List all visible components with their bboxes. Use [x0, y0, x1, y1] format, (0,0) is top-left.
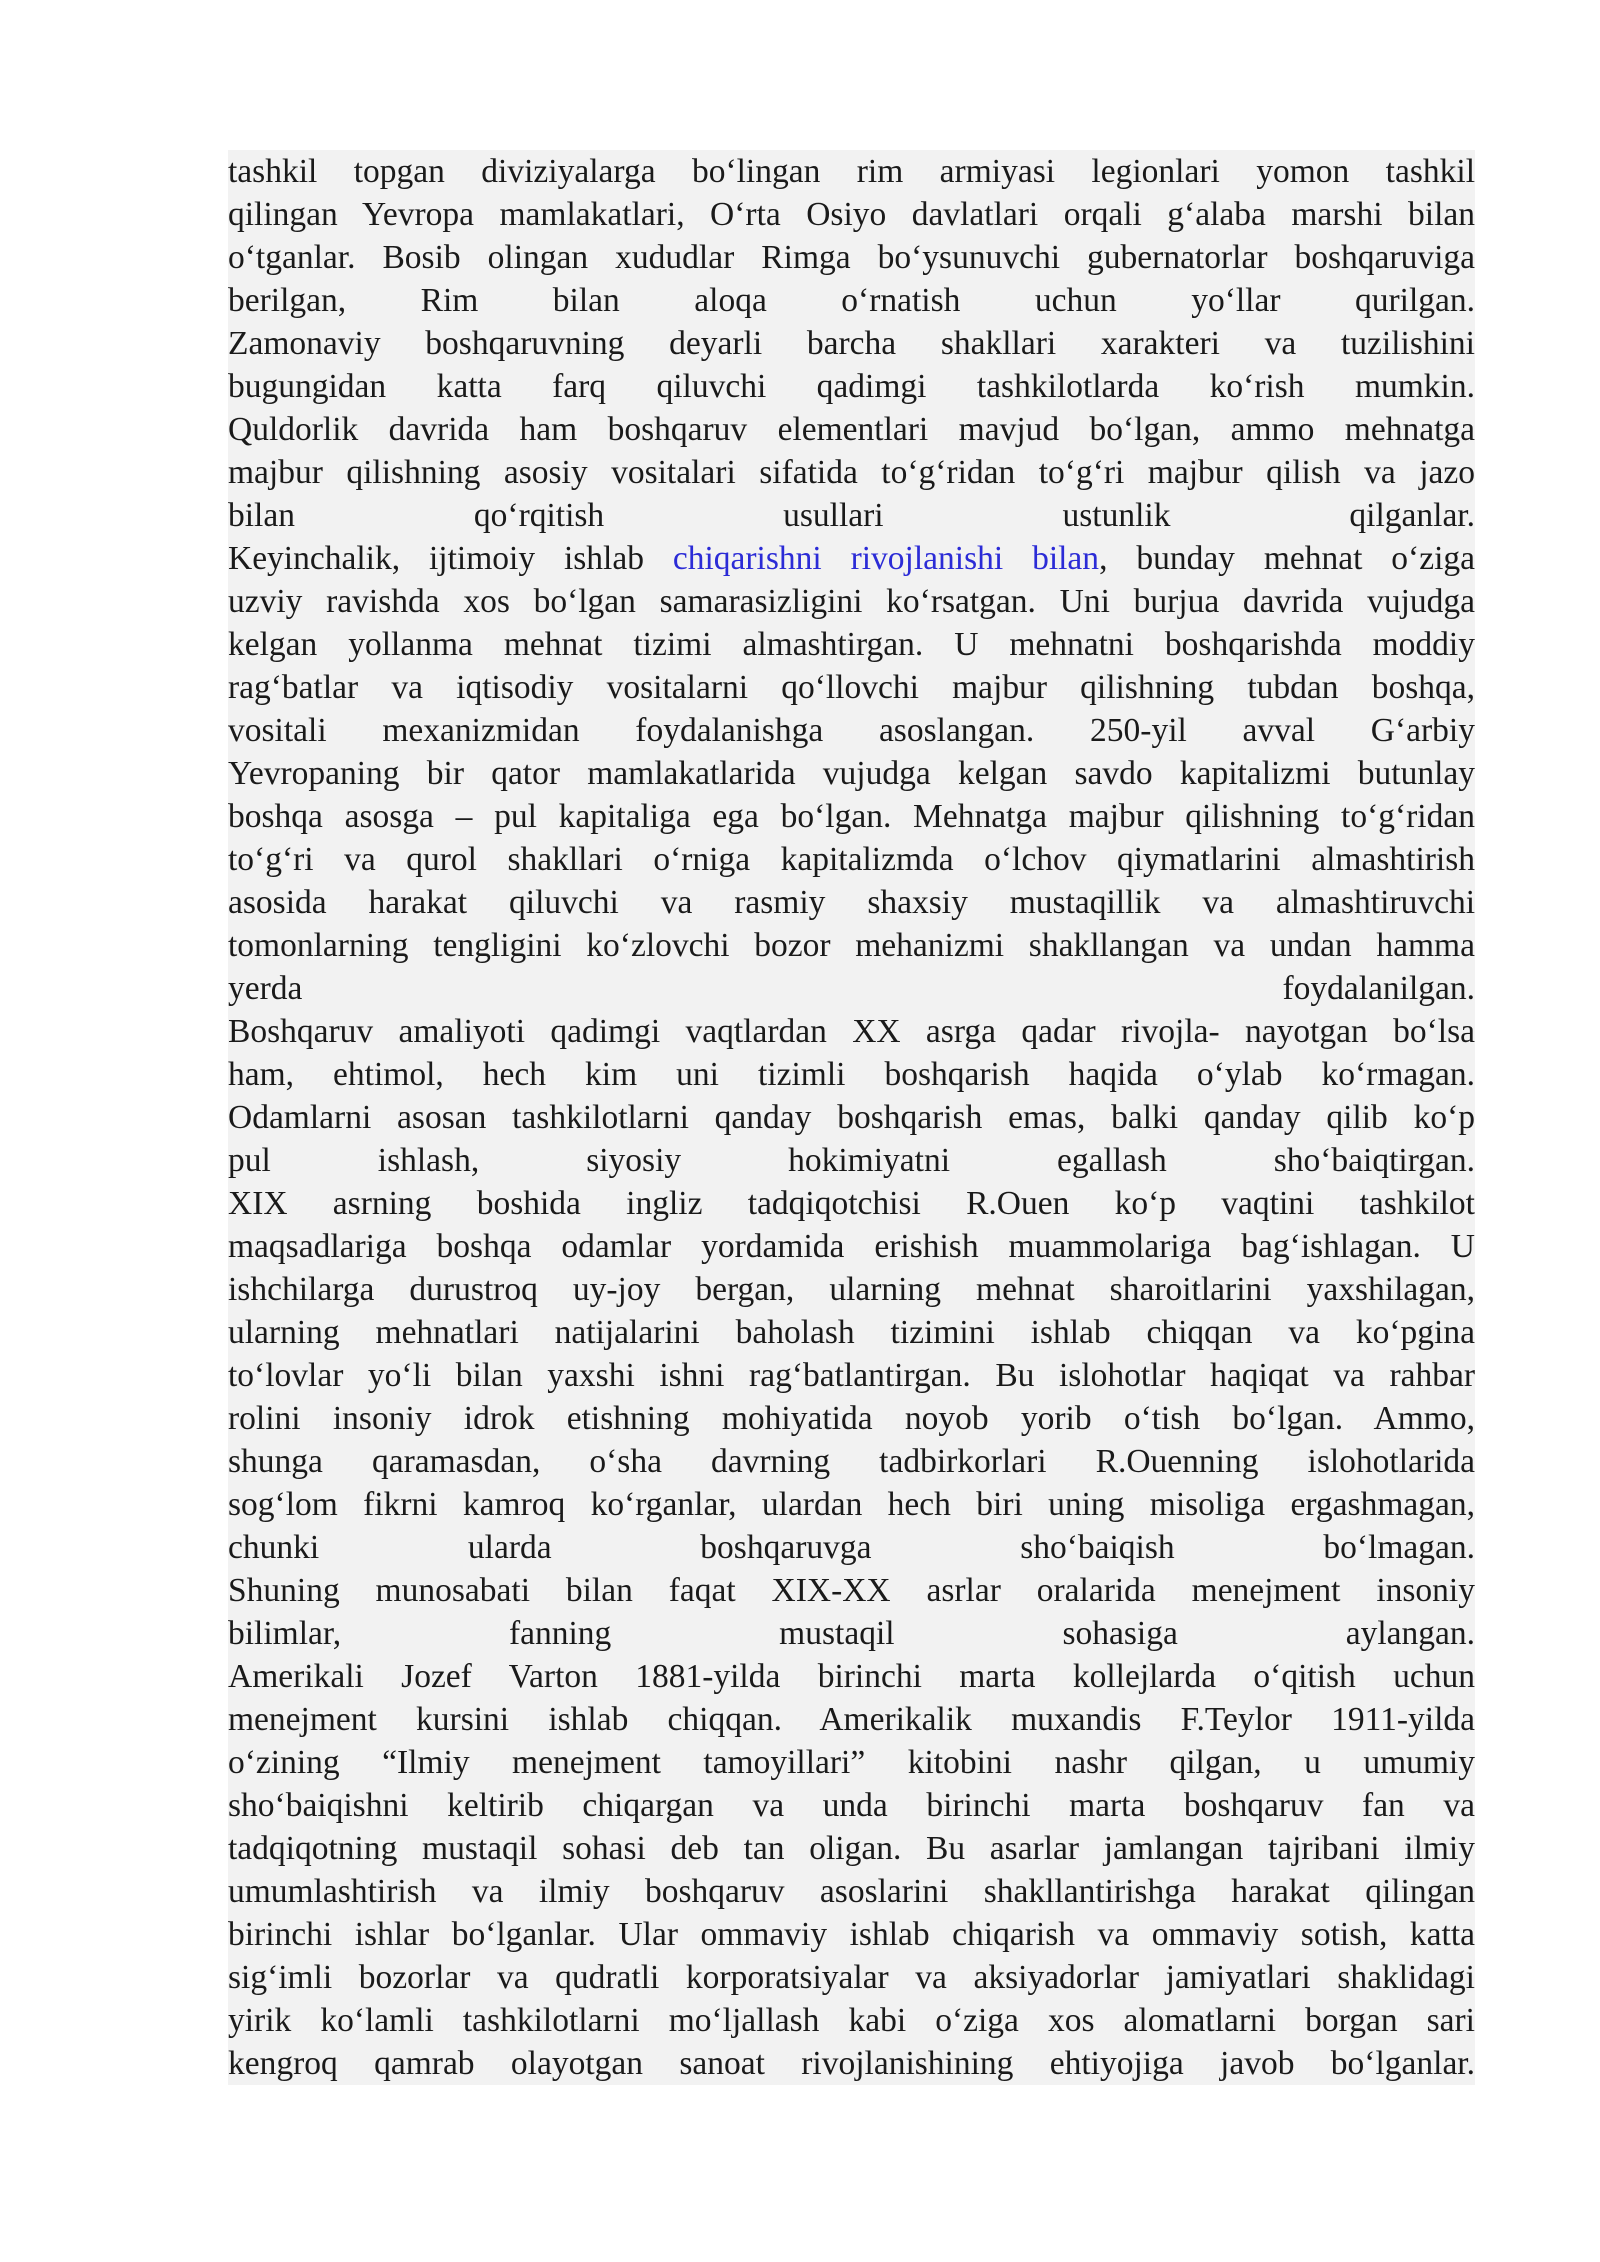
- text-line: tomonlarning tengligini koʻzlovchi bozor mehanizmi shakllangan va undan hamma: [228, 927, 1475, 964]
- text-line: Odamlarni asosan tashkilotlarni qanday boshqarish emas, balki qanday qilib koʻp: [228, 1099, 1475, 1136]
- text-line: majbur qilishning asosiy vositalari sifatida toʻgʻridan toʻgʻri majbur qilish va jazo: [228, 454, 1475, 491]
- text-line: kelgan yollanma mehnat tizimi almashtirgan. U mehnatni boshqarishda moddiy: [228, 626, 1475, 663]
- line-text-after-link: , bunday mehnat oʻziga: [1099, 540, 1475, 577]
- text-line: qilingan Yevropa mamlakatlari, Oʻrta Osiyo davlatlari orqali gʻalaba marshi bilan: [228, 196, 1475, 233]
- text-line: tashkil topgan diviziyalarga boʻlingan rim armiyasi legionlari yomon tashkil: [228, 153, 1475, 190]
- text-line: ishchilarga durustroq uy-joy bergan, ularning mehnat sharoitlarini yaxshilagan,: [228, 1271, 1475, 1308]
- text-line: Quldorlik davrida ham boshqaruv elementlari mavjud boʻlgan, ammo mehnatga: [228, 411, 1475, 448]
- text-line: Zamonaviy boshqaruvning deyarli barcha shakllari xarakteri va tuzilishini: [228, 325, 1475, 362]
- inline-link[interactable]: chiqarishni rivojlanishi bilan: [672, 540, 1100, 577]
- text-line: berilgan, Rim bilan aloqa oʻrnatish uchun yoʻllar qurilgan.: [228, 282, 1475, 319]
- text-line: birinchi ishlar boʻlganlar. Ular ommaviy ishlab chiqarish va ommaviy sotish, katta: [228, 1916, 1475, 1953]
- text-line: toʻgʻri va qurol shakllari oʻrniga kapitalizmda oʻlchov qiymatlarini almashtirish: [228, 841, 1475, 878]
- text-line: XIX asrning boshida ingliz tadqiqotchisi R.Ouen koʻp vaqtini tashkilot: [228, 1185, 1475, 1222]
- text-line: Boshqaruv amaliyoti qadimgi vaqtlardan XX asrga qadar rivojla- nayotgan boʻlsa: [228, 1013, 1475, 1050]
- text-line: vositali mexanizmidan foydalanishga asoslangan. 250-yil avval Gʻarbiy: [228, 712, 1475, 749]
- text-line: bugungidan katta farq qiluvchi qadimgi tashkilotlarda koʻrish mumkin.: [228, 368, 1475, 405]
- text-line: chunki ularda boshqaruvga shoʻbaiqish boʻlmagan.: [228, 1529, 1475, 1566]
- text-line: shunga qaramasdan, oʻsha davrning tadbirkorlari R.Ouenning islohotlarida: [228, 1443, 1475, 1480]
- text-line: Amerikali Jozef Varton 1881-yilda birinchi marta kollejlarda oʻqitish uchun: [228, 1658, 1475, 1695]
- text-line: yerda foydalanilgan.: [228, 970, 1475, 1007]
- text-line: kengroq qamrab olayotgan sanoat rivojlanishining ehtiyojiga javob boʻlganlar.: [228, 2045, 1475, 2082]
- text-line: umumlashtirish va ilmiy boshqaruv asoslarini shakllantirishga harakat qilingan: [228, 1873, 1475, 1910]
- line-text-before-link: Keyinchalik, ijtimoiy ishlab: [228, 540, 673, 577]
- text-line: bilan qoʻrqitish usullari ustunlik qilganlar.: [228, 497, 1475, 534]
- text-line: menejment kursini ishlab chiqqan. Amerikalik muxandis F.Teylor 1911-yilda: [228, 1701, 1475, 1738]
- text-line: Shuning munosabati bilan faqat XIX-XX asrlar oralarida menejment insoniy: [228, 1572, 1475, 1609]
- text-line: toʻlovlar yoʻli bilan yaxshi ishni ragʻbatlantirgan. Bu islohotlar haqiqat va rahbar: [228, 1357, 1475, 1394]
- text-line: boshqa asosga – pul kapitaliga ega boʻlgan. Mehnatga majbur qilishning toʻgʻridan: [228, 798, 1475, 835]
- text-line: sigʻimli bozorlar va qudratli korporatsiyalar va aksiyadorlar jamiyatlari shaklidagi: [228, 1959, 1475, 1996]
- text-line: bilimlar, fanning mustaqil sohasiga aylangan.: [228, 1615, 1475, 1652]
- text-line: uzviy ravishda xos boʻlgan samarasizligini koʻrsatgan. Uni burjua davrida vujudga: [228, 583, 1475, 620]
- text-line: [228, 537, 1475, 580]
- body-text: [228, 150, 1475, 2085]
- text-line: sogʻlom fikrni kamroq koʻrganlar, ulardan hech biri uning misoliga ergashmagan,: [228, 1486, 1475, 1523]
- text-line: tadqiqotning mustaqil sohasi deb tan oligan. Bu asarlar jamlangan tajribani ilmiy: [228, 1830, 1475, 1867]
- text-line: ragʻbatlar va iqtisodiy vositalarni qoʻllovchi majbur qilishning tubdan boshqa,: [228, 669, 1475, 706]
- text-line: ham, ehtimol, hech kim uni tizimli boshqarish haqida oʻylab koʻrmagan.: [228, 1056, 1475, 1093]
- text-line: rolini insoniy idrok etishning mohiyatida noyob yorib oʻtish boʻlgan. Ammo,: [228, 1400, 1475, 1437]
- text-line: oʻtganlar. Bosib olingan xududlar Rimga boʻysunuvchi gubernatorlar boshqaruviga: [228, 239, 1475, 276]
- text-line: asosida harakat qiluvchi va rasmiy shaxsiy mustaqillik va almashtiruvchi: [228, 884, 1475, 921]
- text-line: yirik koʻlamli tashkilotlarni moʻljallash kabi oʻziga xos alomatlarni borgan sari: [228, 2002, 1475, 2039]
- text-line: maqsadlariga boshqa odamlar yordamida erishish muammolariga bagʻishlagan. U: [228, 1228, 1475, 1265]
- text-line: shoʻbaiqishni keltirib chiqargan va unda birinchi marta boshqaruv fan va: [228, 1787, 1475, 1824]
- text-line: ularning mehnatlari natijalarini baholash tizimini ishlab chiqqan va koʻpgina: [228, 1314, 1475, 1351]
- text-line: oʻzining “Ilmiy menejment tamoyillari” kitobini nashr qilgan, u umumiy: [228, 1744, 1475, 1781]
- text-line: pul ishlash, siyosiy hokimiyatni egallash shoʻbaiqtirgan.: [228, 1142, 1475, 1179]
- text-line: Yevropaning bir qator mamlakatlarida vujudga kelgan savdo kapitalizmi butunlay: [228, 755, 1475, 792]
